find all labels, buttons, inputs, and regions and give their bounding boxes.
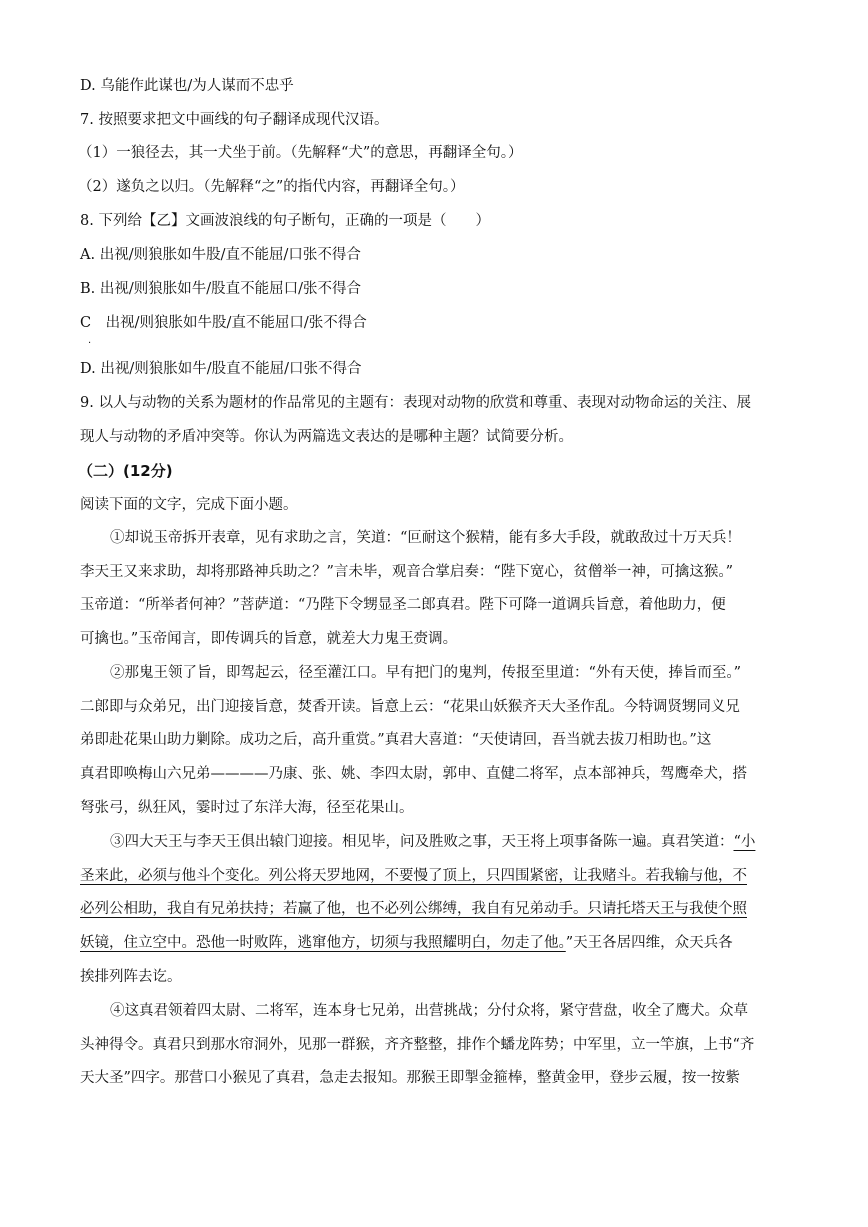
passage-line: 二郎即与众弟兄，出门迎接旨意，焚香开读。旨意上云：“花果山妖猴齐天大圣作乱。今特调贤甥同义兄 bbox=[80, 698, 740, 715]
passage-line: 弟即赴花果山助力剿除。成功之后，高升重赏。”真君大喜道：“天使请回，吾当就去拔刀相助也。”这 bbox=[80, 732, 712, 749]
passage-line: 弩张弓，纵狂风，霎时过了东洋大海，径至花果山。 bbox=[80, 799, 414, 816]
passage-line: 头神得令。真君只到那水帘洞外，见那一群猴，齐齐整整，排作个蟠龙阵势；中军里，立一竿旗，上书“齐 bbox=[80, 1036, 755, 1053]
underlined-sentence: “小 bbox=[733, 834, 756, 850]
q7-stem: 7. 按照要求把文中画线的句子翻译成现代汉语。 bbox=[80, 112, 389, 128]
passage-line: 真君即唤梅山六兄弟————乃康、张、姚、李四太尉，郭申、直健二将军，点本部神兵，驾鹰牵犬，搭 bbox=[80, 766, 747, 783]
q6-option-d: D. 乌能作此谋也/为人谋而不忠乎 bbox=[80, 78, 294, 94]
passage-line: 挨排列阵去讫。 bbox=[80, 968, 182, 985]
q8-option-c: C 出视/则狼胀如牛股/直不能屈口/张不得合 bbox=[80, 315, 367, 331]
section-heading: （二）(12分) bbox=[78, 462, 173, 480]
passage-line: 天大圣”四字。那营口小猴见了真君，急走去报知。那猴王即掣金箍棒，整黄金甲，登步云履，按一按紫 bbox=[80, 1070, 740, 1087]
passage-text: ”天王各居四维，众天兵各 bbox=[565, 935, 733, 952]
q8-option-b: B. 出视/则狼胀如牛/股直不能屈口/张不得合 bbox=[80, 281, 362, 297]
q8-option-d: D. 出视/则狼胀如牛/股直不能屈/口张不得合 bbox=[80, 361, 362, 377]
passage-line bbox=[80, 927, 791, 961]
passage-line: 李天王又来求助，却将那路神兵助之？”言未毕，观音合掌启奏：“陛下宽心，贫僧举一神，可擒这猴。” bbox=[80, 563, 733, 580]
passage-paragraph-1 bbox=[80, 522, 791, 657]
passage-text: ③四大天王与李天王俱出辕门迎接。相见毕，问及胜败之事，天王将上项事备陈一遍。真君笑道： bbox=[110, 834, 734, 850]
underlined-sentence: 必列公相助，我自有兄弟扶持；若赢了他，也不必列公绑缚，我自有兄弟动手。只请托塔天王与我使个照 bbox=[80, 901, 747, 918]
passage-line: 玉帝道：“所举者何神？”菩萨道：“乃陛下令甥显圣二郎真君。陛下可降一道调兵旨意，着他助力，便 bbox=[80, 597, 726, 614]
reading-instruction: 阅读下面的文字，完成下面小题。 bbox=[80, 497, 298, 513]
q8-stem: 8. 下列给【乙】文画波浪线的句子断句，正确的一项是（ ） bbox=[80, 213, 490, 229]
passage-paragraph-2 bbox=[80, 657, 791, 826]
q7-sub2: （2）遂负之以归。（先解释“之”的指代内容，再翻译全句。） bbox=[78, 179, 465, 195]
passage-paragraph-3 bbox=[80, 826, 791, 995]
q8-option-c-dot: . bbox=[88, 335, 92, 346]
passage-line: 可擒也。”玉帝闻言，即传调兵的旨意，就差大力鬼王赍调。 bbox=[80, 631, 458, 648]
underlined-sentence: 圣来此，必须与他斗个变化。列公将天罗地网，不要慢了顶上，只四围紧密，让我赌斗。若我输与他，不 bbox=[80, 867, 747, 884]
q9-line1: 9. 以人与动物的关系为题材的作品常见的主题有：表现对动物的欣赏和尊重、表现对动物命运的关注、展 bbox=[80, 395, 751, 411]
passage-line: ④这真君领着四太尉、二将军，连本身七兄弟，出营挑战；分付众将，紧守营盘，收全了鹰犬。众草 bbox=[110, 1003, 748, 1019]
passage-line bbox=[80, 826, 791, 860]
q7-sub1: （1）一狼径去，其一犬坐于前。（先解释“犬”的意思，再翻译全句。） bbox=[78, 145, 523, 161]
q8-option-a: A. 出视/则狼胀如牛股/直不能屈/口张不得合 bbox=[80, 247, 361, 263]
underlined-sentence: 妖镜，住立空中。恐他一时败阵，逃窜他方，切须与我照耀明白，勿走了他。 bbox=[80, 935, 566, 952]
passage-paragraph-4 bbox=[80, 995, 791, 1096]
passage-line: ①却说玉帝拆开表章，见有求助之言，笑道：“叵耐这个猴精，能有多大手段，就敢敌过十万天兵！ bbox=[110, 530, 741, 546]
q9-line2: 现人与动物的矛盾冲突等。你认为两篇选文表达的是哪种主题？试简要分析。 bbox=[80, 429, 573, 445]
passage-line: ②那鬼王领了旨，即驾起云，径至灌江口。早有把门的鬼判，传报至里道：“外有天使，捧旨而至。” bbox=[110, 665, 742, 681]
